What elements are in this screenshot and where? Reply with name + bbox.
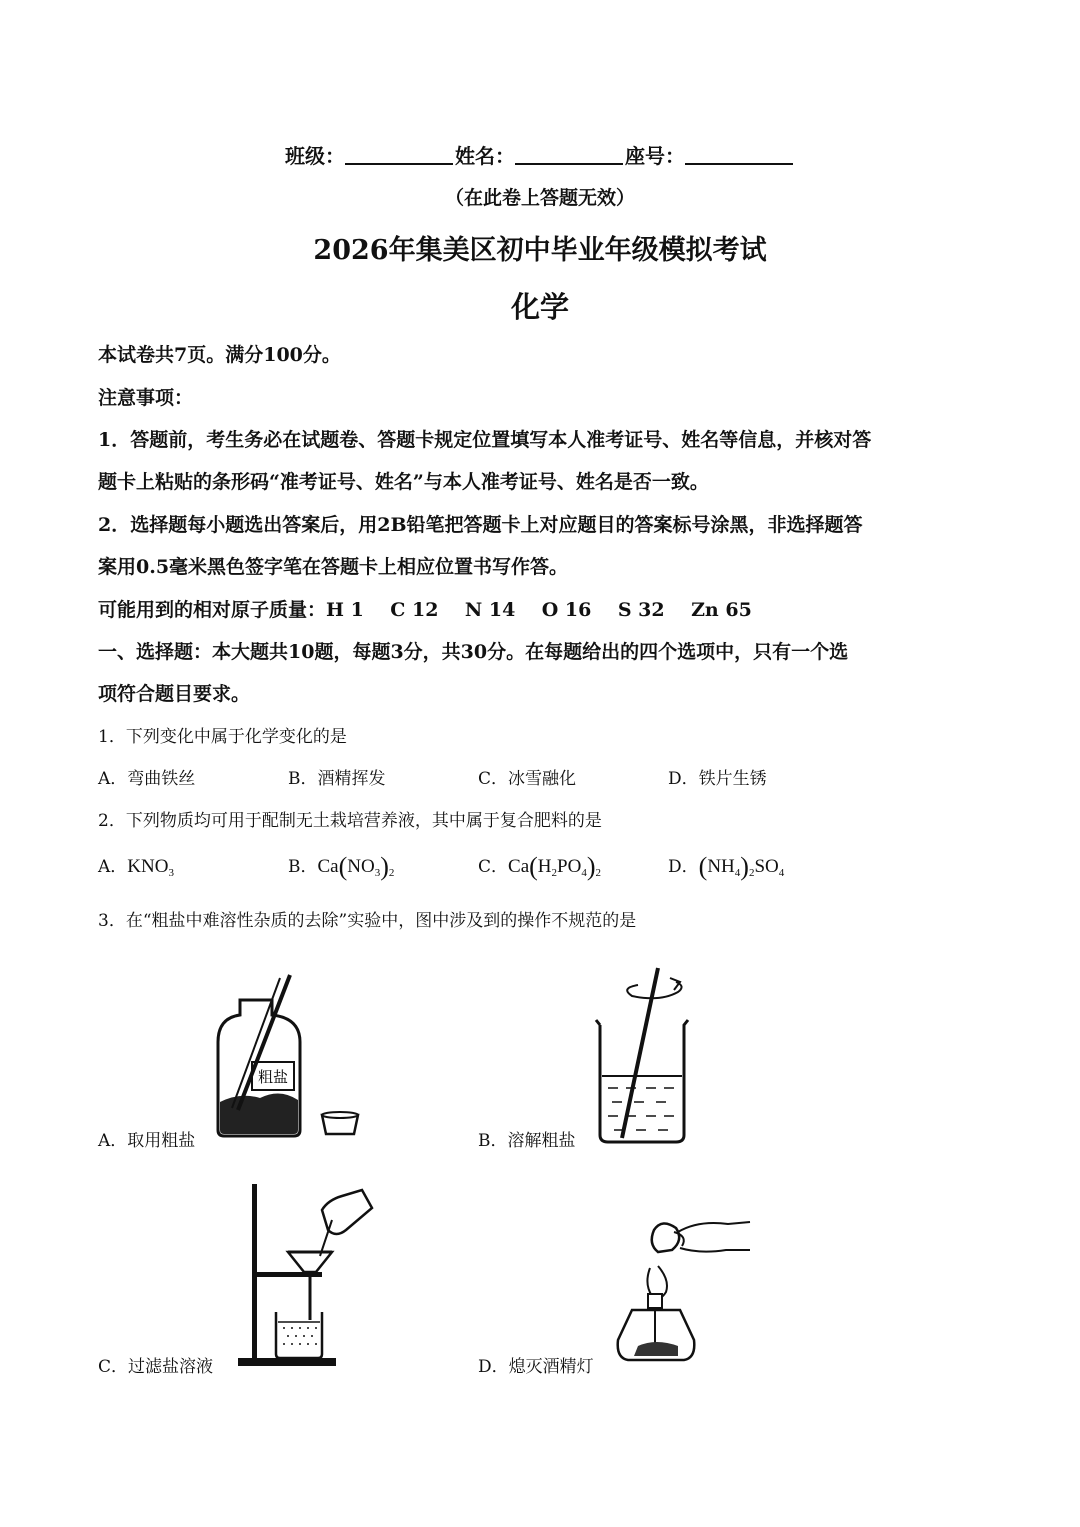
note2-line2: 案用0.5毫米黑色签字笔在答题卡上相应位置书写作答。 [98,556,569,578]
q2-option-b-letter: B． [288,857,318,877]
q3-option-c[interactable]: C．过滤盐溶液 [98,1357,214,1377]
seat-blank[interactable] [685,145,793,165]
notes-heading: 注意事项： [98,387,194,409]
pages-score: 本试卷共7页。满分100分。 [98,344,341,366]
q2-formula-c: $Ca(H_2PO_4)_2$ [508,852,601,881]
name-blank[interactable] [515,145,623,165]
q1-option-c[interactable]: C．冰雪融化 [478,769,577,789]
jar-label: 粗盐 [257,1068,289,1086]
note1-line2: 题卡上粘贴的条形码“准考证号、姓名”与本人准考证号、姓名是否一致。 [98,471,709,493]
q2-formula-d: $(NH_4)_2SO_4$ [698,852,785,881]
q2-formula-a: $KNO_3$ [127,856,174,879]
invalid-note: （在此卷上答题无效） [444,187,635,209]
figure-a-salt-jar [210,970,370,1145]
exam-subject: 化学 [510,290,569,324]
q2-option-d[interactable] [668,852,784,882]
note2-line1: 2．选择题每小题选出答案后，用2B铅笔把答题卡上对应题目的答案标号涂黑，非选择题答 [98,514,863,536]
seat-label: 座号： [625,144,685,168]
exam-title: 2026年集美区初中毕业年级模拟考试 [313,235,767,266]
q3-option-a[interactable]: A．取用粗盐 [98,1131,196,1151]
q1-option-d[interactable]: D．铁片生锈 [668,769,767,789]
q1-stem: 1．下列变化中属于化学变化的是 [98,727,347,747]
figure-b-beaker-stirring [590,960,710,1150]
figure-d-alcohol-lamp [608,1210,758,1375]
q2-option-a[interactable] [98,852,174,879]
section1-line2: 项符合题目要求。 [98,683,251,705]
q3-stem: 3．在“粗盐中难溶性杂质的去除”实验中，图中涉及到的操作不规范的是 [98,911,637,931]
atomic-mass-line: 可能用到的相对原子质量：H 1 C 12 N 14 O 16 S 32 Zn 65 [98,599,752,621]
q2-option-a-letter: A． [98,857,128,877]
q2-option-c-letter: C． [478,857,509,877]
q3-option-d[interactable]: D．熄灭酒精灯 [478,1357,594,1377]
q1-option-b[interactable]: B．酒精挥发 [288,769,386,789]
q2-stem: 2．下列物质均可用于配制无土栽培营养液，其中属于复合肥料的是 [98,811,602,831]
q2-option-c[interactable] [478,852,601,882]
section1-line1: 一、选择题：本大题共10题，每题3分，共30分。在每题给出的四个选项中，只有一个选 [98,641,849,663]
q2-formula-b: $Ca(NO_3)_2$ [317,852,395,881]
q2-option-b[interactable] [288,852,394,882]
student-info-line [0,140,1080,169]
class-blank[interactable] [345,145,453,165]
note1-line1: 1．答题前，考生务必在试题卷、答题卡规定位置填写本人准考证号、姓名等信息，并核对答 [98,429,872,451]
q3-option-b[interactable]: B．溶解粗盐 [478,1131,576,1151]
figure-c-filtration-setup [232,1180,402,1370]
class-label: 班级： [285,144,345,168]
name-label: 姓名： [455,144,515,168]
q2-option-d-letter: D． [668,857,699,877]
q1-option-a[interactable]: A．弯曲铁丝 [98,769,196,789]
